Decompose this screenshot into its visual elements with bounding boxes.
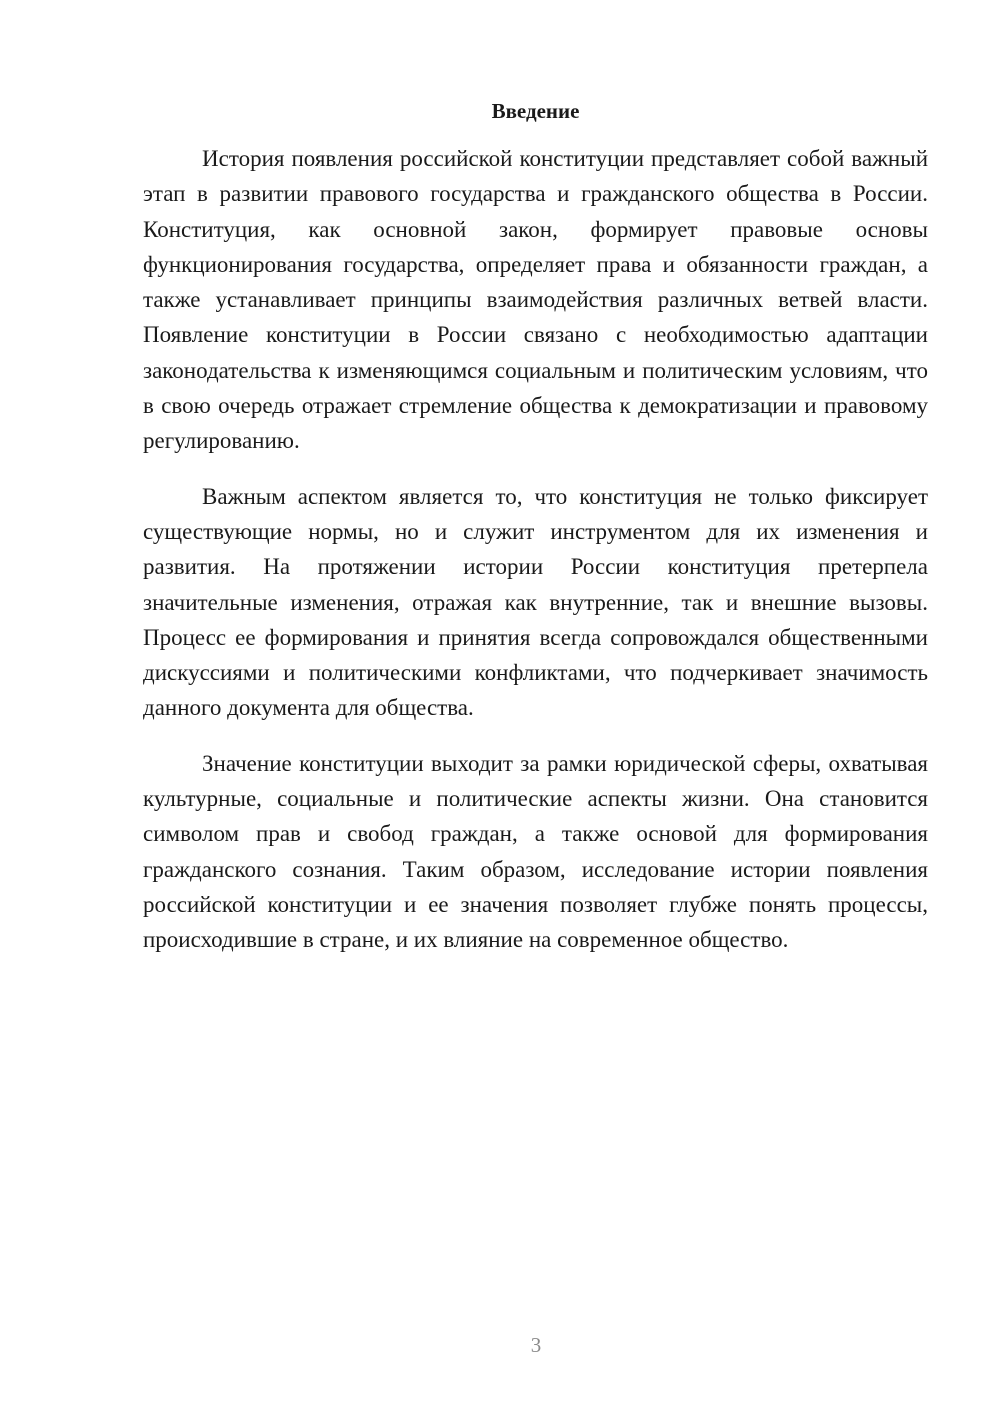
page-content: [143, 94, 928, 958]
paragraph-1: История появления российской конституции представляет собой важный этап в развитии правового государства и гражданского общества в России. Конституция, как основной закон, формирует правовые основы функционирования государства, определяет права и обязанности граждан, а также устанавливает принципы взаимодействия различных ветвей власти. Появление конституции в России связано с необходимостью адаптации законодательства к изменяющимся социальным и политическим условиям, что в свою очередь отражает стремление общества к демократизации и правовому регулированию.: [143, 146, 928, 454]
paragraph-3: Значение конституции выходит за рамки юридической сферы, охватывая культурные, социальные и политические аспекты жизни. Она становится символом прав и свобод граждан, а также основой для формирования гражданского сознания. Таким образом, исследование истории появления российской конституции и ее значения позволяет глубже понять процессы, происходившие в стране, и их влияние на современное общество.: [143, 750, 928, 953]
section-title: Введение: [491, 99, 580, 123]
page-number: 3: [530, 1333, 542, 1357]
paragraph-2: Важным аспектом является то, что конституция не только фиксирует существующие нормы, но и служит инструментом для их изменения и развития. На протяжении истории России конституция претерпела значительные изменения, отражая как внутренние, так и внешние вызовы. Процесс ее формирования и принятия всегда сопровождался общественными дискуссиями и политическими конфликтами, что подчеркивает значимость данного документа для общества.: [143, 483, 928, 721]
